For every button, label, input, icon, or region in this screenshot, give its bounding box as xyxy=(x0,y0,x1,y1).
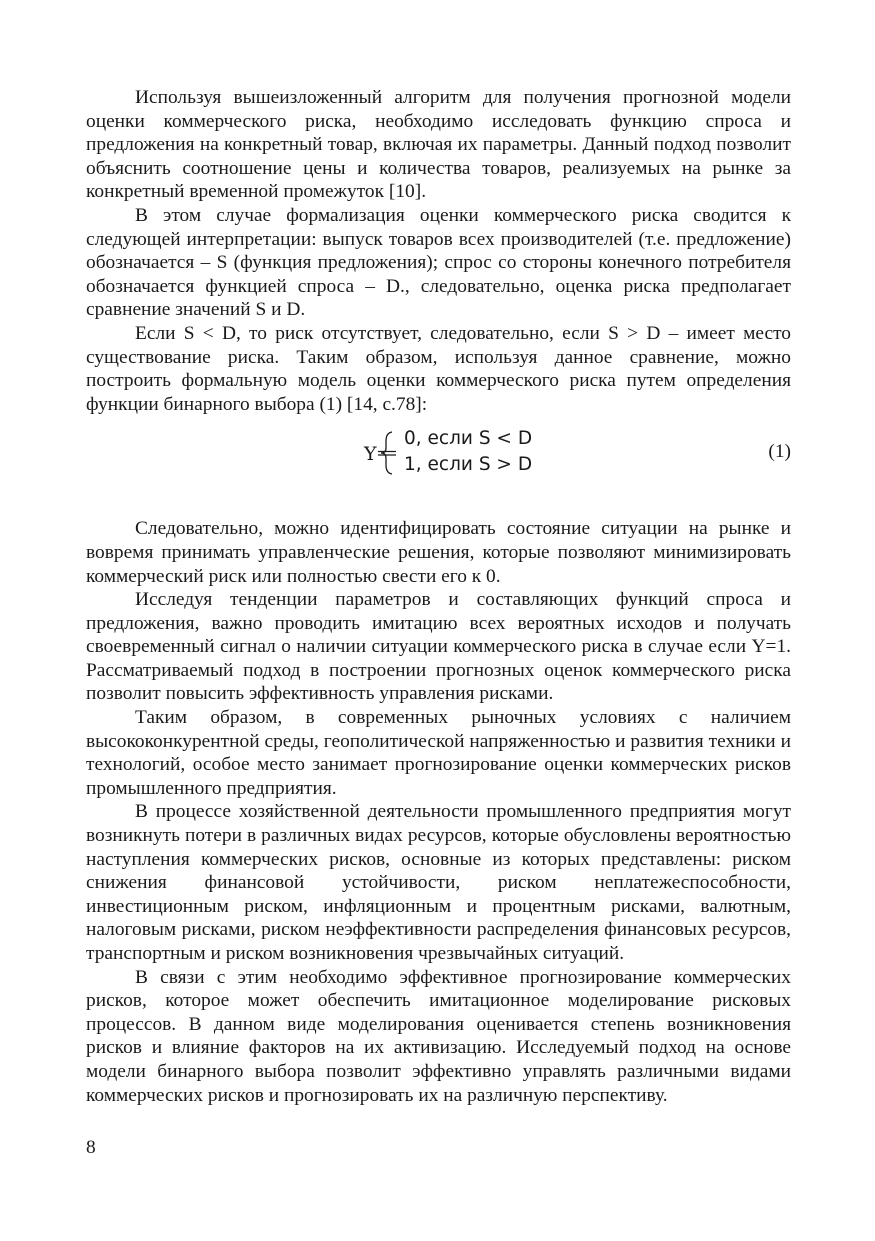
page-content xyxy=(86,86,791,1107)
paragraph: Следовательно, можно идентифицировать состояние ситуации на рынке и вовремя принимать управленческие решения, которые позволяют минимизировать коммерческий риск или полностью свести его к 0. xyxy=(86,518,791,587)
formula-brace xyxy=(376,430,398,476)
paragraph: В связи с этим необходимо эффективное прогнозирование коммерческих рисков, которое может обеспечить имитационное моделирование рисковых процессов. В данном виде моделирования оценивается степень возникновения рисков и влияние факторов на их активизацию. Исследуемый подход на основе модели бинарного выбора позволит эффективно управлять различными видами коммерческих рисков и прогнозировать их на различную перспективу. xyxy=(86,966,791,1106)
paragraph: Таким образом, в современных рыночных условиях с наличием высококонкурентной среды, геополитической напряженностью и развития техники и технологий, особое место занимает прогнозирование оценки коммерческих рисков промышленного предприятия. xyxy=(86,707,791,799)
paragraph: Если S < D, то риск отсутствует, следовательно, если S > D – имеет место существование риска. Таким образом, используя данное сравнение, можно построить формальную модель оценки коммерческого риска путем определения функции бинарного выбора (1) [14, с.78]: xyxy=(86,322,791,415)
formula-body xyxy=(359,425,559,483)
page-number: 8 xyxy=(86,1137,96,1158)
paragraph: В этом случае формализация оценки коммерческого риска сводится к следующей интерпретации: выпуск товаров всех производителей (т.е. предложение) обозначается – S (функция предложения); спрос со стороны конечного потребителя обозначается функцией спроса – D., следовательно, оценка риска предполагает сравнение значений S и D. xyxy=(86,204,791,321)
formula-case-1: 0, если S < D xyxy=(404,428,533,450)
formula-number: (1) xyxy=(768,441,791,463)
paragraph: Исследуя тенденции параметров и составляющих функций спроса и предложения, важно проводить имитацию всех вероятных исходов и получать своевременный сигнал о наличии ситуации коммерческого риска в случае если Y=1. Рассматриваемый подход в построении прогнозных оценок коммерческого риска позволит повысить эффективность управления рисками. xyxy=(86,589,791,705)
paragraph: В процессе хозяйственной деятельности промышленного предприятия могут возникнуть потери в различных видах ресурсов, которые обусловлены вероятностью наступления коммерческих рисков, основные из которых представлены: риском снижения финансовой устойчивости, риском неплатежеспособности, инвестиционным риском, инфляционным и процентным рисками, валютным, налоговым рисками, риском неэффективности распределения финансовых ресурсов, транспортным и риском возникновения чрезвычайных ситуаций. xyxy=(86,801,791,964)
formula-lhs: Y xyxy=(364,443,377,466)
formula-case-2: 1, если S > D xyxy=(404,454,533,476)
paragraph: Используя вышеизложенный алгоритм для получения прогнозной модели оценки коммерческого риска, необходимо исследовать функцию спроса и предложения на конкретный товар, включая их параметры. Данный подход позволит объяснить соотношение цены и количества товаров, реализуемых на рынке за конкретный временной промежуток [10]. xyxy=(86,87,791,203)
binary-choice-formula xyxy=(86,425,791,501)
